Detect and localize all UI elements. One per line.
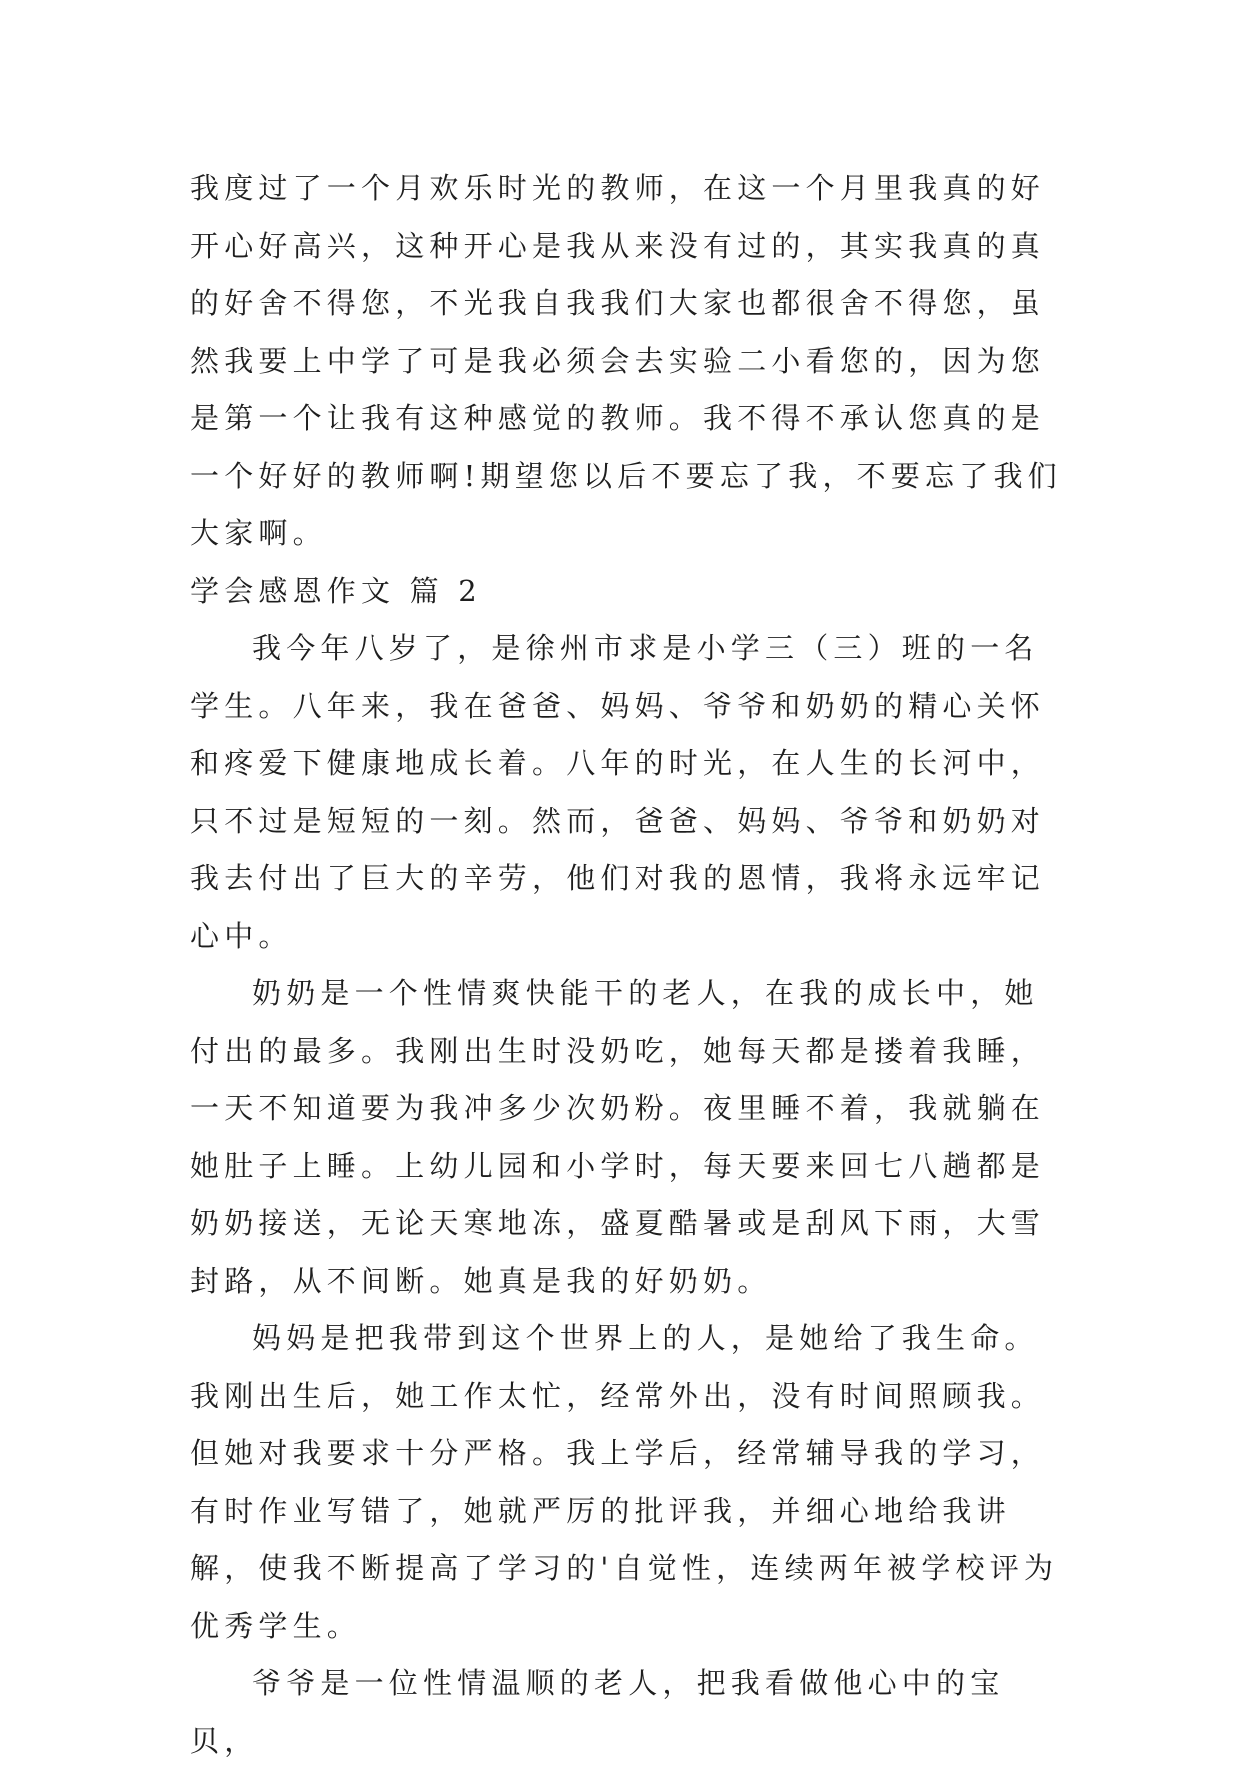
section-title: 学会感恩作文 篇 2 xyxy=(190,573,482,608)
paragraph-grandpa: 爷爷是一位性情温顺的老人，把我看做他心中的宝贝， xyxy=(190,1666,1005,1758)
document-page xyxy=(190,160,1070,1770)
paragraph-grandma: 奶奶是一个性情爽快能干的老人，在我的成长中，她付出的最多。我刚出生时没奶吃，她每天都是搂着我睡，一天不知道要为我冲多少次奶粉。夜里睡不着，我就躺在她肚子上睡。上幼儿园和小学时，每天要来回七八趟都是奶奶接送，无论天寒地冻，盛夏酷暑或是刮风下雨，大雪封路，从不间断。她真是我的好奶奶。 xyxy=(190,976,1046,1298)
paragraph-self-intro: 我今年八岁了，是徐州市求是小学三（三）班的一名学生。八年来，我在爸爸、妈妈、爷爷和奶奶的精心关怀和疼爱下健康地成长着。八年的时光，在人生的长河中，只不过是短短的一刻。然而，爸爸、妈妈、爷爷和奶奶对我去付出了巨大的辛劳，他们对我的恩情，我将永远牢记心中。 xyxy=(190,631,1046,953)
paragraph-mom: 妈妈是把我带到这个世界上的人，是她给了我生命。我刚出生后，她工作太忙，经常外出，没有时间照顾我。但她对我要求十分严格。我上学后，经常辅导我的学习，有时作业写错了，她就严厉的批评我，并细心地给我讲解，使我不断提高了学习的'自觉性，连续两年被学校评为优秀学生。 xyxy=(190,1321,1059,1643)
paragraph-intro: 我度过了一个月欢乐时光的教师，在这一个月里我真的好开心好高兴，这种开心是我从来没有过的，其实我真的真的好舍不得您，不光我自我我们大家也都很舍不得您，虽然我要上中学了可是我必须会去实验二小看您的，因为您是第一个让我有这种感觉的教师。我不得不承认您真的是一个好好的教师啊!期望您以后不要忘了我，不要忘了我们大家啊。 xyxy=(190,171,1062,550)
